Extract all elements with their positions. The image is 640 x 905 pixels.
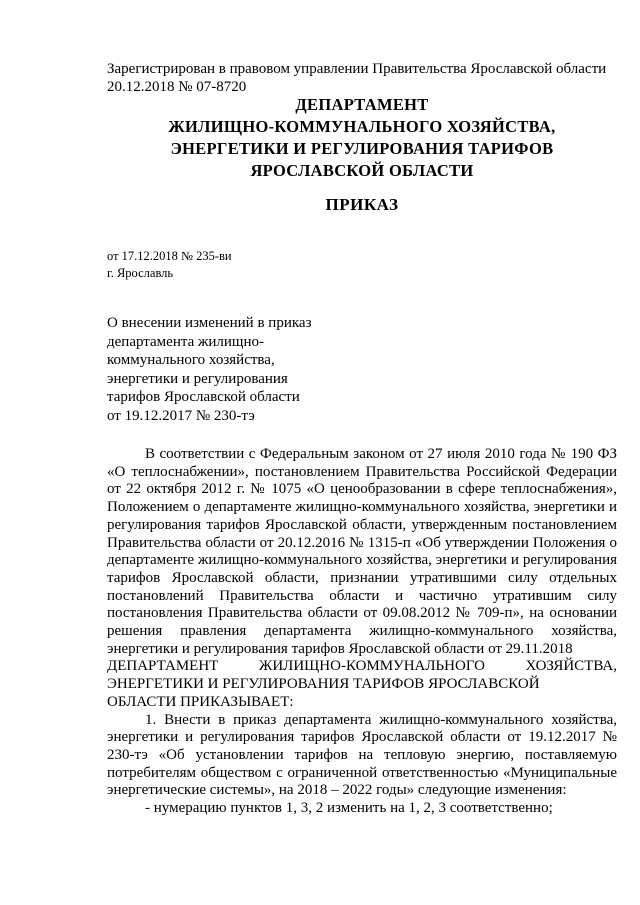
preamble-paragraph: В соответствии с Федеральным законом от 27 июля 2010 года № 190 ФЗ «О теплоснабжении», постановлением Правительства Российской Федерации от 22 октября 2012 г. № 1075 «О ценообразовании в сфере теплоснабжения», Положением о департаменте жилищно-коммунального хозяйства, энергетики и регулирования тарифов Ярославской области, утвержденным постановлением Правительства области от 20.12.2016 № 1315-п «Об утверждении Положения о департаменте жилищно-коммунального хозяйства, энергетики и регулирования тарифов Ярославской области, признании утратившими силу отдельных постановлений Правительства области и частично утратившим силу постановления Правительства области от 09.08.2012 № 709-п», на основании решения правления департамента жилищно-коммунального хозяйства, энергетики и регулирования тарифов Ярославской области от 29.11.2018: [107, 446, 617, 657]
bullet-item: - нумерацию пунктов 1, 3, 2 изменить на 1, 2, 3 соответственно;: [145, 800, 553, 817]
department-line: ЯРОСЛАВСКОЙ ОБЛАСТИ: [250, 161, 474, 180]
order-body: [107, 446, 617, 818]
document-type-title: ПРИКАЗ: [325, 195, 399, 214]
department-line: ЖИЛИЩНО-КОММУНАЛЬНОГО ХОЗЯЙСТВА,: [168, 117, 556, 136]
order-meta: [107, 248, 232, 282]
subject-line: департамента жилищно-: [107, 333, 264, 350]
registration-date-number: 20.12.2018 № 07-8720: [107, 79, 247, 95]
subject-line: О внесении изменений в приказ: [107, 315, 312, 331]
subject-line: энергетики и регулирования: [107, 370, 288, 387]
department-line: ДЕПАРТАМЕНТ: [295, 95, 429, 114]
registration-line: Зарегистрирован в правовом управлении Правительства Ярославской области: [107, 61, 607, 77]
department-header: [107, 94, 617, 182]
decree-heading-end: ОБЛАСТИ ПРИКАЗЫВАЕТ:: [107, 693, 294, 710]
subject-line: тарифов Ярославской области: [107, 389, 300, 405]
subject-line: от 19.12.2017 № 230-тэ: [107, 407, 255, 424]
department-line: ЭНЕРГЕТИКИ И РЕГУЛИРОВАНИЯ ТАРИФОВ: [170, 139, 554, 158]
registration-note: [107, 60, 617, 96]
item-1-paragraph: 1. Внести в приказ департамента жилищно-коммунального хозяйства, энергетики и регулирования тарифов Ярославской области от 19.12.2017 № 230-тэ «Об установлении тарифов на тепловую энергию, поставляемую потребителям обществом с ограниченной ответственностью «Муниципальные энергетические системы», на 2018 – 2022 годы» следующие изменения:: [107, 711, 617, 799]
subject-line: коммунального хозяйства,: [107, 352, 275, 368]
order-date-number: от 17.12.2018 № 235-ви: [107, 249, 232, 263]
order-subject: [107, 314, 337, 425]
decree-heading: ДЕПАРТАМЕНТ ЖИЛИЩНО-КОММУНАЛЬНОГО ХОЗЯЙСТВА, ЭНЕРГЕТИКИ И РЕГУЛИРОВАНИЯ ТАРИФОВ ЯРОСЛАВСКОЙ: [107, 658, 617, 693]
order-city: г. Ярославль: [107, 266, 174, 280]
